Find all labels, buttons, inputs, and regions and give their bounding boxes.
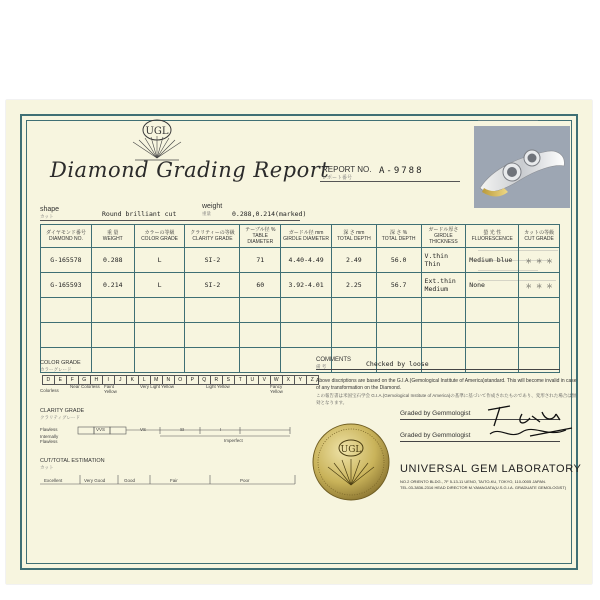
color-grade-letter: W — [270, 375, 283, 385]
color-grade-letter: K — [126, 375, 139, 385]
color-scale-near-colorless: Near Colorless — [70, 384, 100, 389]
table-cell — [91, 323, 134, 348]
table-cell: L — [134, 248, 185, 273]
shape-weight-underline — [40, 220, 300, 221]
col-header: 重 量 WEIGHT — [91, 225, 134, 248]
table-cell: ＊ ＊ ＊ — [519, 248, 560, 273]
table-cell — [185, 348, 240, 373]
table-cell — [421, 323, 466, 348]
gemmologist-signature — [470, 398, 580, 448]
shape-label-jp: カット — [40, 214, 54, 219]
report-no-label: REPORT NO. — [322, 165, 372, 174]
table-cell — [281, 323, 332, 348]
table-cell: Ext.thin Medium — [421, 273, 466, 298]
comments-label: COMMENTS — [316, 357, 351, 363]
clarity-label-i: I — [220, 427, 222, 432]
clarity-label-vs: VS — [140, 427, 147, 432]
clarity-label-flawless: Flawless — [40, 427, 58, 432]
color-grade-letter: H — [90, 375, 103, 385]
report-number: A-9788 — [379, 166, 424, 176]
color-grade-letter: O — [174, 375, 187, 385]
table-cell — [91, 348, 134, 373]
table-cell: SI-2 — [185, 273, 240, 298]
table-cell — [519, 298, 560, 323]
shape-label: shape — [40, 206, 60, 213]
table-cell: SI-2 — [185, 248, 240, 273]
grading-table — [40, 224, 560, 373]
table-cell — [332, 323, 377, 348]
table-cell: 71 — [240, 248, 281, 273]
color-scale-very-light-yellow: Very Light Yellow — [140, 384, 175, 389]
table-cell — [466, 298, 519, 323]
color-grade-letter: Y — [294, 375, 307, 385]
weight-value: 0.288,0.214(marked) — [232, 210, 307, 218]
table-cell — [41, 298, 92, 323]
ugl-logo — [129, 116, 185, 162]
table-cell — [185, 298, 240, 323]
weight-label: weight — [202, 203, 223, 210]
report-title: Diamond Grading Report — [50, 158, 330, 182]
color-grade-letter: T — [234, 375, 247, 385]
color-grade-letter: G — [78, 375, 91, 385]
col-header: ガードル径 mm GIRDLE DIAMETER — [281, 225, 332, 248]
disclaimer-en: Above discriptions are based on the G.I.A.(Gemological Institute of America)standard. This will become invalid in case of any transformation on the Diamond. — [316, 378, 577, 391]
clarity-grade-title-jp: クラリティグレード — [40, 415, 81, 420]
table-cell: G-165578 — [41, 248, 92, 273]
table-cell: 4.40-4.49 — [281, 248, 332, 273]
comments-label-jp: 備 考 — [316, 364, 327, 369]
cut-label-poor: Poor — [240, 478, 250, 483]
shape-value: Round brilliant cut — [102, 210, 177, 218]
weight-label-jp: 重量 — [202, 211, 211, 216]
color-grade-scale — [42, 375, 318, 384]
color-grade-letter: V — [258, 375, 271, 385]
table-cell — [91, 298, 134, 323]
table-cell — [240, 298, 281, 323]
color-scale-fancy-yellow: Fancy Yellow — [270, 384, 283, 394]
col-header: ダイヤモンド番号 DIAMOND NO. — [41, 225, 92, 248]
color-scale-light-yellow: Light Yellow — [206, 384, 230, 389]
table-header-row — [41, 225, 560, 248]
table-cell: 56.0 — [376, 248, 421, 273]
table-cell: ＊ ＊ ＊ — [519, 273, 560, 298]
cut-estimation-title-jp: カット — [40, 465, 54, 470]
report-no-underline — [320, 181, 460, 182]
col-header: テーブル径 % TABLE DIAMETER — [240, 225, 281, 248]
color-grade-letter: E — [54, 375, 67, 385]
table-cell — [240, 348, 281, 373]
table-row — [41, 248, 560, 273]
report-no-label-jp: レポート番号 — [322, 175, 353, 181]
table-cell: 2.49 — [332, 248, 377, 273]
seal-text: UGL — [340, 445, 362, 455]
table-cell — [376, 298, 421, 323]
table-cell — [421, 298, 466, 323]
lab-tel-line: TEL.03-3836-2316 HEAD DIRECTOR M.YAMAGATA(U.S.G.I.A. GRADUATE GEMOLOGIST) — [400, 485, 567, 490]
clarity-label-if: Internally Flawless — [40, 434, 59, 444]
table-row — [41, 273, 560, 298]
col-header: 螢 光 性 FLUORESCENCE — [466, 225, 519, 248]
table-cell: Medium blue — [466, 248, 519, 273]
table-cell — [519, 323, 560, 348]
color-grade-letter: L — [138, 375, 151, 385]
color-grade-letter: M — [150, 375, 163, 385]
lab-name: UNIVERSAL GEM LABORATORY — [400, 463, 582, 475]
table-cell: None — [466, 273, 519, 298]
signature-label-2: Graded by Gemmologist — [400, 432, 471, 439]
ugl-logo-text: UGL — [145, 126, 169, 137]
col-header: カラーの等級 COLOR GRADE — [134, 225, 185, 248]
cut-estimation-title: CUT/TOTAL ESTIMATION — [40, 458, 105, 464]
color-grade-letter: Z — [306, 375, 319, 385]
color-grade-letter: J — [114, 375, 127, 385]
cut-label-good: Good — [124, 478, 136, 483]
table-cell — [185, 323, 240, 348]
table-cell — [134, 323, 185, 348]
table-cell — [332, 298, 377, 323]
col-header: カットの等級 CUT GRADE — [519, 225, 560, 248]
cut-label-very-good: Very Good — [84, 478, 106, 483]
color-grade-title-jp: カラーグレード — [40, 367, 72, 372]
table-cell — [281, 298, 332, 323]
table-cell: L — [134, 273, 185, 298]
table-cell: G-165593 — [41, 273, 92, 298]
clarity-label-si: SI — [180, 427, 185, 432]
table-row — [41, 323, 560, 348]
table-cell — [376, 323, 421, 348]
table-body — [41, 248, 560, 373]
table-cell: 60 — [240, 273, 281, 298]
color-grade-letter: N — [162, 375, 175, 385]
comments-value: Checked by loose — [366, 360, 429, 368]
color-grade-letter: Q — [198, 375, 211, 385]
ring-photo — [474, 126, 570, 208]
clarity-grade-title: CLARITY GRADE — [40, 408, 85, 414]
color-grade-letter: U — [246, 375, 259, 385]
table-cell: 2.25 — [332, 273, 377, 298]
col-header: ガードル厚さ GIRDLE THICKNESS — [421, 225, 466, 248]
disclaimer-jp: この報告書は米国宝石学会 G.I.A.(Gemological Institute of America)の基準に基づいて作成されたものであり、変形された場合は無効となります。 — [316, 393, 577, 405]
ugl-gold-seal — [312, 423, 390, 501]
signature-label-1: Graded by Gemmologist — [400, 410, 471, 417]
table-row — [41, 298, 560, 323]
color-grade-letter: D — [42, 375, 55, 385]
color-grade-letter: X — [282, 375, 295, 385]
color-grade-letter: F — [66, 375, 79, 385]
cut-label-fair: Fair — [170, 478, 178, 483]
col-header: 深 さ % TOTAL DEPTH — [376, 225, 421, 248]
table-cell — [134, 298, 185, 323]
color-grade-title: COLOR GRADE — [40, 360, 81, 366]
col-header: クラリティーの等級 CLARITY GRADE — [185, 225, 240, 248]
table-cell: 56.7 — [376, 273, 421, 298]
table-cell — [41, 323, 92, 348]
table-cell — [134, 348, 185, 373]
lab-address-line: NO.2 ORIENTO BLDG., 7F 5-13-11 UENO, TAITO-KU, TOKYO, 110-0005 JAPAN. — [400, 479, 547, 484]
color-grade-letter: I — [102, 375, 115, 385]
table-cell: 3.92-4.01 — [281, 273, 332, 298]
comments-underline — [316, 369, 560, 370]
col-header: 深 さ mm TOTAL DEPTH — [332, 225, 377, 248]
color-scale-faint-yellow: Faint Yellow — [104, 384, 117, 394]
table-cell: 0.214 — [91, 273, 134, 298]
table-cell — [466, 323, 519, 348]
color-grade-letter: S — [222, 375, 235, 385]
clarity-label-imperfect: Imperfect — [224, 438, 243, 443]
table-cell: V.thin Thin — [421, 248, 466, 273]
lab-address — [400, 479, 580, 491]
table-cell — [240, 323, 281, 348]
table-cell: 0.288 — [91, 248, 134, 273]
clarity-label-vvs: VVS — [96, 427, 106, 432]
cut-label-excellent: Excellent — [44, 478, 63, 483]
color-grade-letter: R — [210, 375, 223, 385]
color-grade-letter: P — [186, 375, 199, 385]
color-scale-colorless: Colorless — [40, 388, 59, 393]
clarity-scale — [40, 422, 300, 456]
